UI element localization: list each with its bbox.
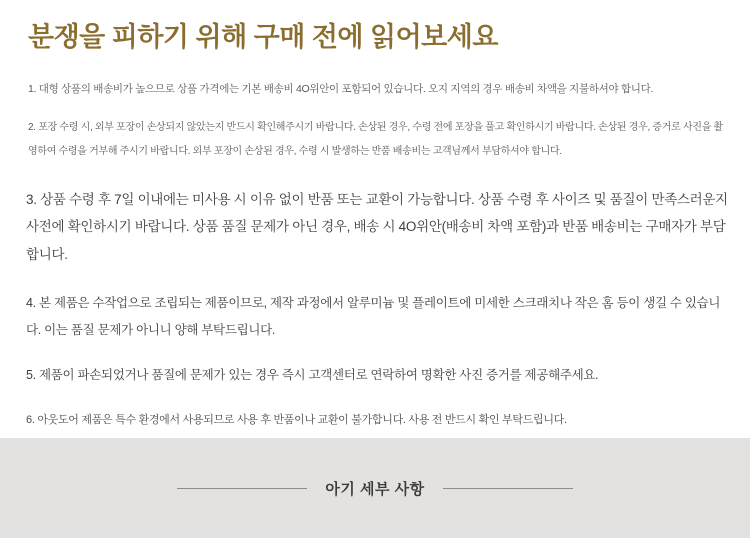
notice-item-1: 1. 대형 상품의 배송비가 높으므로 상품 가격에는 기본 배송비 4O위안이 포함되어 있습니다. 오지 지역의 경우 배송비 차액을 지불하셔야 합니다. <box>28 82 654 95</box>
notice-item-6: 6. 아웃도어 제품은 특수 환경에서 사용되므로 사용 후 반품이나 교환이 불가합니다. 사용 전 반드시 확인 부탁드립니다. <box>26 413 567 426</box>
rule-right <box>443 488 573 489</box>
details-section-header <box>0 478 750 499</box>
page-title: 분쟁을 피하기 위해 구매 전에 읽어보세요 <box>28 22 498 52</box>
notice-list <box>0 57 750 432</box>
notice-item-2: 2. 포장 수령 시, 외부 포장이 손상되지 않았는지 반드시 확인해주시기 바랍니다. 손상된 경우, 수령 전에 포장을 풀고 확인하시기 바랍니다. 손상된 경우, 증거로 사진을 촬영하여 수령을 거부해 주시기 바랍니다. 외부 포장이 손상된 경우, 수령 시 발생하는 반품 배송비는 고객님께서 부담하셔야 합니다. <box>28 122 723 158</box>
rule-left <box>177 488 307 489</box>
details-section-title: 아기 세부 사항 <box>325 481 425 498</box>
notice-item-5: 5. 제품이 파손되었거나 품질에 문제가 있는 경우 즉시 고객센터로 연락하여 명확한 사진 증거를 제공해주세요. <box>26 368 599 383</box>
notice-item-4: 4. 본 제품은 수작업으로 조립되는 제품이므로, 제작 과정에서 알루미늄 및 플레이트에 미세한 스크래치나 작은 홈 등이 생길 수 있습니다. 이는 품질 문제가 아니니 양해 부탁드립니다. <box>26 296 721 338</box>
notice-item-3: 3. 상품 수령 후 7일 이내에는 미사용 시 이유 없이 반품 또는 교환이 가능합니다. 상품 수령 후 사이즈 및 품질이 만족스러운지 사전에 확인하시기 바랍니다. 상품 품질 문제가 아닌 경우, 배송 시 4O위안(배송비 차액 포함)과 반품 배송비는 구매자가 부담합니다. <box>26 191 728 263</box>
